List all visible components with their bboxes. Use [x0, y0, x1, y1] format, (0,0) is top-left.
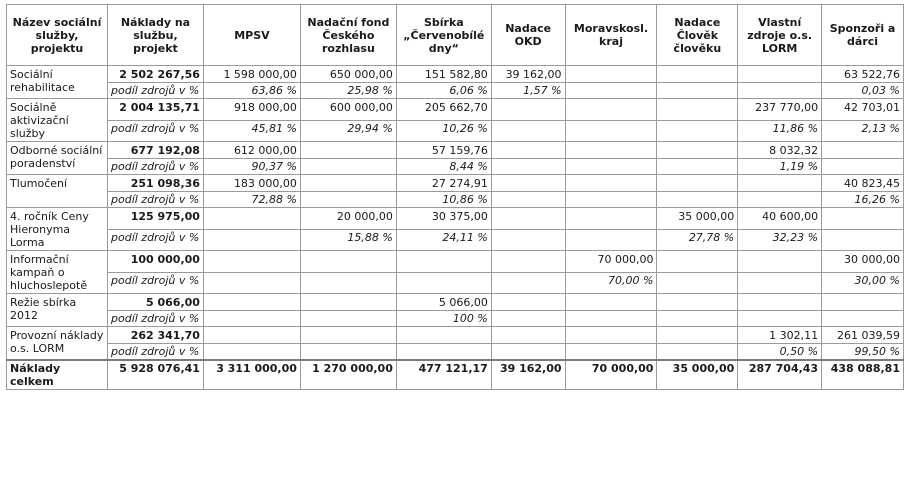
amount-cell	[491, 327, 565, 344]
share-cell	[203, 311, 300, 327]
share-cell	[565, 344, 657, 361]
total-amount-cell: 35 000,00	[657, 360, 738, 390]
amount-cell	[491, 208, 565, 230]
share-label: podíl zdrojů v %	[108, 311, 204, 327]
share-cell	[738, 192, 822, 208]
service-name: Provozní náklady o.s. LORM	[7, 327, 108, 361]
share-cell: 45,81 %	[203, 121, 300, 142]
share-cell: 16,26 %	[822, 192, 904, 208]
share-cell	[822, 311, 904, 327]
share-row	[7, 159, 904, 175]
share-cell	[657, 273, 738, 294]
share-cell: 24,11 %	[396, 230, 491, 251]
header-row	[7, 5, 904, 66]
share-label: podíl zdrojů v %	[108, 230, 204, 251]
share-cell: 72,88 %	[203, 192, 300, 208]
amount-cell: 40 823,45	[822, 175, 904, 192]
column-header: Sponzoři a dárci	[822, 5, 904, 66]
share-row	[7, 230, 904, 251]
cost-cell: 2 004 135,71	[108, 99, 204, 121]
share-cell	[565, 230, 657, 251]
share-cell: 32,23 %	[738, 230, 822, 251]
share-cell: 100 %	[396, 311, 491, 327]
share-cell: 11,86 %	[738, 121, 822, 142]
share-cell	[738, 273, 822, 294]
column-header: Nadační fond Českého rozhlasu	[300, 5, 396, 66]
share-cell	[300, 344, 396, 361]
cost-cell: 262 341,70	[108, 327, 204, 344]
table-body	[7, 66, 904, 390]
share-cell: 6,06 %	[396, 83, 491, 99]
share-cell: 1,19 %	[738, 159, 822, 175]
share-cell	[491, 159, 565, 175]
share-cell: 27,78 %	[657, 230, 738, 251]
table-row	[7, 175, 904, 192]
share-cell: 15,88 %	[300, 230, 396, 251]
amount-cell	[203, 294, 300, 311]
share-cell	[565, 159, 657, 175]
share-cell	[491, 121, 565, 142]
amount-cell: 40 600,00	[738, 208, 822, 230]
amount-cell: 918 000,00	[203, 99, 300, 121]
share-cell	[203, 230, 300, 251]
share-cell	[491, 230, 565, 251]
amount-cell	[822, 294, 904, 311]
share-cell: 0,50 %	[738, 344, 822, 361]
amount-cell: 261 039,59	[822, 327, 904, 344]
amount-cell	[491, 142, 565, 159]
amount-cell	[738, 294, 822, 311]
amount-cell: 237 770,00	[738, 99, 822, 121]
amount-cell	[822, 208, 904, 230]
total-amount-cell: 438 088,81	[822, 360, 904, 390]
amount-cell	[396, 327, 491, 344]
share-label: podíl zdrojů v %	[108, 273, 204, 294]
share-label: podíl zdrojů v %	[108, 159, 204, 175]
amount-cell: 39 162,00	[491, 66, 565, 83]
share-label: podíl zdrojů v %	[108, 83, 204, 99]
amount-cell	[300, 175, 396, 192]
cost-cell: 2 502 267,56	[108, 66, 204, 83]
column-header: Nadace Člověk člověku	[657, 5, 738, 66]
funding-table	[6, 4, 904, 390]
amount-cell: 151 582,80	[396, 66, 491, 83]
amount-cell	[657, 142, 738, 159]
service-name: Odborné sociální poradenství	[7, 142, 108, 175]
share-cell	[396, 273, 491, 294]
amount-cell	[300, 251, 396, 273]
amount-cell	[300, 142, 396, 159]
service-name: Informační kampaň o hluchoslepotě	[7, 251, 108, 294]
share-cell	[203, 344, 300, 361]
total-amount-cell: 1 270 000,00	[300, 360, 396, 390]
cost-cell: 5 066,00	[108, 294, 204, 311]
share-cell: 30,00 %	[822, 273, 904, 294]
share-cell: 90,37 %	[203, 159, 300, 175]
amount-cell: 42 703,01	[822, 99, 904, 121]
share-cell	[203, 273, 300, 294]
share-row	[7, 311, 904, 327]
table-row	[7, 142, 904, 159]
amount-cell	[491, 99, 565, 121]
amount-cell: 205 662,70	[396, 99, 491, 121]
total-label: Náklady celkem	[7, 360, 108, 390]
share-cell: 10,86 %	[396, 192, 491, 208]
amount-cell	[738, 251, 822, 273]
amount-cell: 612 000,00	[203, 142, 300, 159]
amount-cell	[491, 251, 565, 273]
share-cell	[657, 159, 738, 175]
table-row	[7, 99, 904, 121]
share-label: podíl zdrojů v %	[108, 344, 204, 361]
amount-cell	[565, 66, 657, 83]
amount-cell	[491, 175, 565, 192]
amount-cell: 8 032,32	[738, 142, 822, 159]
share-cell: 2,13 %	[822, 121, 904, 142]
column-header: Náklady na službu, projekt	[108, 5, 204, 66]
amount-cell: 600 000,00	[300, 99, 396, 121]
amount-cell: 35 000,00	[657, 208, 738, 230]
service-name: Sociálně aktivizační služby	[7, 99, 108, 142]
amount-cell	[396, 251, 491, 273]
amount-cell	[565, 175, 657, 192]
share-row	[7, 344, 904, 361]
amount-cell	[657, 175, 738, 192]
amount-cell	[565, 327, 657, 344]
column-header: Moravskosl. kraj	[565, 5, 657, 66]
share-cell	[491, 344, 565, 361]
share-cell	[491, 273, 565, 294]
share-label: podíl zdrojů v %	[108, 192, 204, 208]
column-header: Sbírka „Červenobílé dny“	[396, 5, 491, 66]
share-row	[7, 273, 904, 294]
amount-cell	[203, 251, 300, 273]
share-cell	[396, 344, 491, 361]
amount-cell	[657, 327, 738, 344]
share-cell	[300, 311, 396, 327]
share-cell: 0,03 %	[822, 83, 904, 99]
amount-cell: 30 000,00	[822, 251, 904, 273]
amount-cell	[203, 327, 300, 344]
amount-cell	[565, 208, 657, 230]
service-name: Sociální rehabilitace	[7, 66, 108, 99]
amount-cell	[300, 327, 396, 344]
amount-cell	[822, 142, 904, 159]
share-cell: 10,26 %	[396, 121, 491, 142]
share-row	[7, 83, 904, 99]
amount-cell	[565, 142, 657, 159]
share-cell	[565, 83, 657, 99]
service-name: Tlumočení	[7, 175, 108, 208]
table-row	[7, 208, 904, 230]
amount-cell	[203, 208, 300, 230]
share-cell: 8,44 %	[396, 159, 491, 175]
share-cell	[657, 83, 738, 99]
share-cell	[491, 192, 565, 208]
cost-cell: 125 975,00	[108, 208, 204, 230]
total-amount-cell: 39 162,00	[491, 360, 565, 390]
share-cell	[822, 159, 904, 175]
share-cell: 29,94 %	[300, 121, 396, 142]
share-label: podíl zdrojů v %	[108, 121, 204, 142]
amount-cell: 57 159,76	[396, 142, 491, 159]
share-cell: 99,50 %	[822, 344, 904, 361]
amount-cell: 183 000,00	[203, 175, 300, 192]
share-row	[7, 192, 904, 208]
service-name: Režie sbírka 2012	[7, 294, 108, 327]
column-header: MPSV	[203, 5, 300, 66]
column-header: Vlastní zdroje o.s. LORM	[738, 5, 822, 66]
amount-cell: 20 000,00	[300, 208, 396, 230]
share-cell	[565, 311, 657, 327]
share-cell	[300, 159, 396, 175]
share-cell: 70,00 %	[565, 273, 657, 294]
share-cell	[300, 273, 396, 294]
amount-cell: 27 274,91	[396, 175, 491, 192]
share-cell	[657, 344, 738, 361]
total-amount-cell: 70 000,00	[565, 360, 657, 390]
share-cell	[657, 311, 738, 327]
share-cell	[565, 192, 657, 208]
table-row	[7, 294, 904, 311]
share-cell	[738, 311, 822, 327]
amount-cell	[491, 294, 565, 311]
share-cell	[300, 192, 396, 208]
share-cell	[565, 121, 657, 142]
amount-cell: 30 375,00	[396, 208, 491, 230]
amount-cell	[657, 99, 738, 121]
share-cell	[738, 83, 822, 99]
total-cost: 5 928 076,41	[108, 360, 204, 390]
amount-cell	[657, 66, 738, 83]
share-cell: 1,57 %	[491, 83, 565, 99]
amount-cell: 1 598 000,00	[203, 66, 300, 83]
amount-cell	[738, 66, 822, 83]
amount-cell: 1 302,11	[738, 327, 822, 344]
amount-cell: 63 522,76	[822, 66, 904, 83]
table-row	[7, 66, 904, 83]
table-row	[7, 327, 904, 344]
cost-cell: 251 098,36	[108, 175, 204, 192]
share-cell	[657, 192, 738, 208]
amount-cell: 70 000,00	[565, 251, 657, 273]
total-amount-cell: 3 311 000,00	[203, 360, 300, 390]
share-row	[7, 121, 904, 142]
column-header: Název sociální služby, projektu	[7, 5, 108, 66]
amount-cell: 650 000,00	[300, 66, 396, 83]
amount-cell	[657, 251, 738, 273]
amount-cell	[565, 294, 657, 311]
service-name: 4. ročník Ceny Hieronyma Lorma	[7, 208, 108, 251]
column-header: Nadace OKD	[491, 5, 565, 66]
total-row	[7, 360, 904, 390]
share-cell	[822, 230, 904, 251]
total-amount-cell: 287 704,43	[738, 360, 822, 390]
share-cell: 63,86 %	[203, 83, 300, 99]
cost-cell: 677 192,08	[108, 142, 204, 159]
amount-cell	[738, 175, 822, 192]
cost-cell: 100 000,00	[108, 251, 204, 273]
amount-cell	[657, 294, 738, 311]
share-cell	[491, 311, 565, 327]
share-cell	[657, 121, 738, 142]
share-cell: 25,98 %	[300, 83, 396, 99]
amount-cell: 5 066,00	[396, 294, 491, 311]
amount-cell	[300, 294, 396, 311]
table-row	[7, 251, 904, 273]
total-amount-cell: 477 121,17	[396, 360, 491, 390]
amount-cell	[565, 99, 657, 121]
